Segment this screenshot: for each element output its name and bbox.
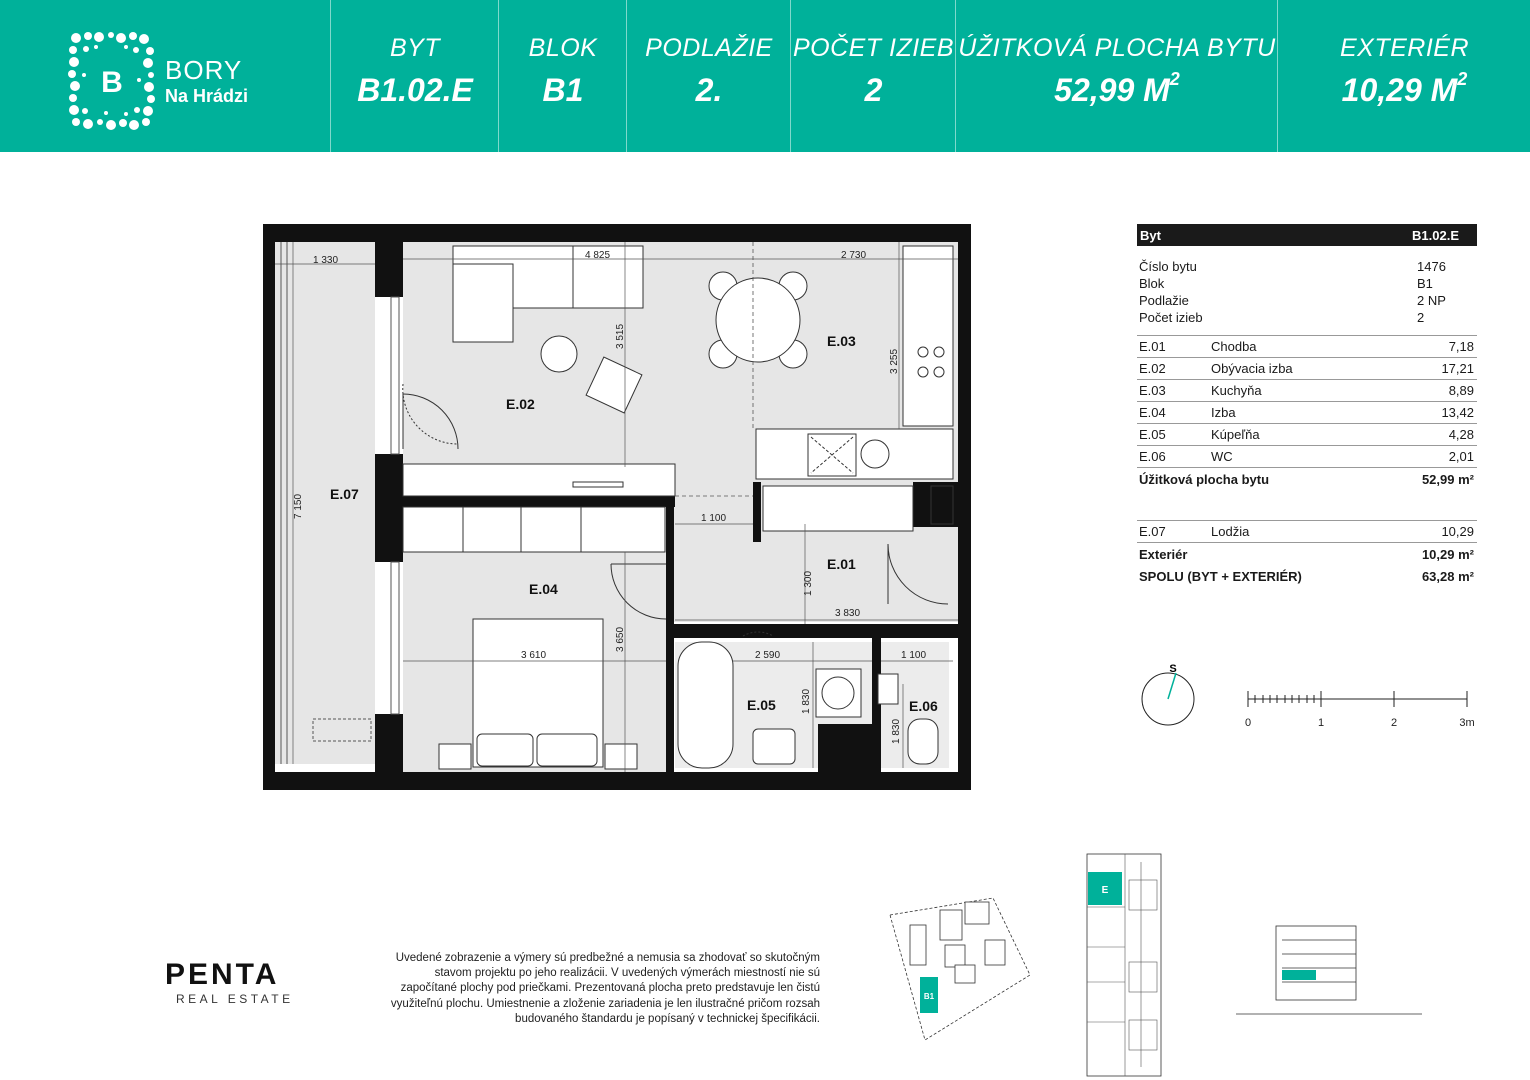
disclaimer [340, 951, 820, 1027]
brand-subname: Na Hrádzi [165, 86, 249, 106]
exterier-value: 10,29 $M^2$ [1341, 69, 1468, 108]
sink [861, 440, 889, 468]
compass-icon [1142, 663, 1194, 725]
scale-tick-label: 1 [1317, 717, 1325, 729]
svg-text:B: B [101, 66, 123, 99]
header-izby [790, 0, 956, 152]
loggia-floor [275, 242, 375, 764]
header-podlazie [626, 0, 791, 152]
wardrobe-living [403, 464, 675, 496]
room-row: E.04 Izba 13,42 [1137, 402, 1477, 424]
info-row: Počet izieb 2 [1139, 310, 1425, 325]
room-label-e01: E.01 [827, 556, 856, 572]
header-blok [498, 0, 627, 152]
room-row: E.06 WC 2,01 [1137, 446, 1477, 468]
area-table [1137, 224, 1477, 587]
room-row: E.03 Kuchyňa 8,89 [1137, 380, 1477, 402]
info-row: Číslo bytu 1476 [1139, 259, 1446, 274]
compass-scale [1130, 655, 1490, 735]
room-label-e04: E.04 [529, 581, 558, 597]
kitchen-counter-tall [903, 246, 953, 426]
wc-basin [878, 674, 898, 704]
svg-text:B1: B1 [923, 992, 935, 1001]
penta-logo-sub: REAL ESTATE [176, 992, 294, 1006]
svg-text:E: E [1101, 885, 1109, 896]
dining-set [709, 272, 807, 368]
disclaimer-line: budovaného štandardu je popísaný v technickej špecifikácii. [515, 1012, 820, 1025]
scale-tick-label: 0 [1244, 717, 1252, 729]
disclaimer-line: stavom projektu po jeho realizácii. V uvedených výmerách miestností nie sú [434, 967, 820, 980]
byt-value: B1.02.E [357, 72, 473, 108]
floor-marker [1282, 970, 1316, 980]
dim-label: 3 255 [889, 348, 900, 374]
room-label-e02: E.02 [506, 396, 535, 412]
dim-label: 2 730 [841, 250, 867, 261]
podlazie-value: 2. [695, 72, 723, 108]
dim-label: 2 590 [755, 650, 781, 661]
bathtub [678, 642, 733, 768]
dim-label: 3 515 [615, 323, 626, 349]
dim-label: 1 300 [803, 570, 814, 596]
site-key-plan [885, 890, 1035, 1050]
room-row: E.01 Chodba 7,18 [1137, 336, 1477, 358]
dim-label: 1 100 [701, 513, 727, 524]
table-title-value: B1.02.E [1412, 227, 1459, 243]
exterior-row: E.07 Lodžia 10,29 [1137, 521, 1477, 543]
blok-value: B1 [542, 72, 584, 108]
izby-label: POČET IZIEB [792, 34, 955, 62]
room-row: E.02 Obývacia izba 17,21 [1137, 358, 1477, 380]
area-table-header [1137, 224, 1477, 246]
blok-label: BLOK [528, 34, 598, 62]
dim-label: 4 825 [585, 250, 611, 261]
dim-label: 3 650 [615, 626, 626, 652]
brand-name: BORY [165, 55, 243, 85]
room-label-e07: E.07 [330, 486, 359, 502]
byt-label: BYT [389, 34, 441, 62]
disclaimer-line: započítané plochy pod priečkami. Prezentovaná plocha preto predstavuje len čistú [400, 982, 820, 995]
dim-label: 1 330 [313, 255, 339, 266]
toilet [908, 719, 938, 764]
coffee-table [541, 336, 577, 372]
room-label-e06: E.06 [909, 698, 938, 714]
floor-plan [263, 224, 973, 790]
info-row: Blok B1 [1139, 276, 1433, 291]
penta-logo: PENTA [165, 958, 280, 991]
exterier-label: EXTERIÉR [1339, 34, 1470, 62]
section-key-plan [1236, 922, 1422, 1018]
dim-label: 3 830 [835, 608, 861, 619]
hall-wardrobe [763, 486, 913, 531]
scale-tick-label: 3m [1459, 717, 1475, 729]
disclaimer-line: využiteľnú plochu. Umiestnenie a zloženie zariadenia je len ilustračné pričom rozsah [390, 997, 820, 1010]
sum-row: SPOLU (BYT + EXTERIÉR) 63,28 m² [1139, 568, 1474, 584]
info-row: Podlažie 2 NP [1139, 293, 1446, 308]
plocha-value: 52,99 $M^2$ [1054, 69, 1180, 108]
podlazie-label: PODLAŽIE [645, 34, 773, 62]
scale-bar [1248, 691, 1467, 707]
dim-label: 3 610 [521, 650, 547, 661]
scale-tick-label: 2 [1390, 717, 1398, 729]
header-plocha [955, 0, 1278, 152]
izby-value: 2 [864, 72, 883, 108]
table-title: Byt [1140, 227, 1161, 243]
room-label-e05: E.05 [747, 697, 776, 713]
bory-logo-icon [66, 30, 158, 130]
room-label-e03: E.03 [827, 333, 856, 349]
floor-key-plan [1085, 852, 1165, 1078]
exterior-total-row: Exteriér 10,29 m² [1139, 546, 1474, 562]
total-row: Úžitková plocha bytu 52,99 m² [1139, 471, 1474, 487]
wardrobe-bedroom [403, 507, 665, 552]
svg-text:S: S [1169, 663, 1177, 675]
dim-label: 1 830 [801, 688, 812, 714]
plocha-label: ÚŽITKOVÁ PLOCHA BYTU [958, 34, 1276, 62]
header-byt [330, 0, 499, 152]
header-exterier [1277, 0, 1530, 152]
dim-label: 7 150 [293, 493, 304, 519]
washbasin [753, 729, 795, 764]
dim-label: 1 830 [891, 718, 902, 744]
disclaimer-line: Uvedené zobrazenie a výmery sú predbežné a nemusia sa zhodovať so skutočným [395, 952, 820, 964]
room-row: E.05 Kúpeľňa 4,28 [1137, 424, 1477, 446]
header-bar [0, 0, 1530, 152]
dim-label: 1 100 [901, 650, 927, 661]
